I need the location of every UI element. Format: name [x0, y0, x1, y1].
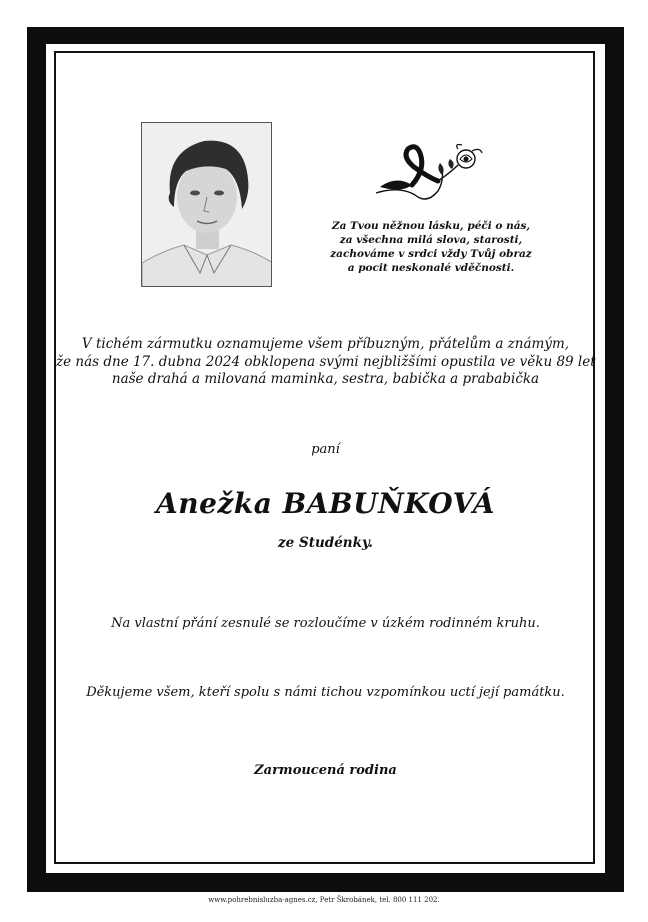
portrait-photo	[141, 122, 272, 287]
portrait-icon	[142, 123, 272, 287]
memorial-verse	[306, 219, 556, 275]
announcement	[56, 336, 595, 389]
verse-line: a pocit neskonalé vděčnosti.	[347, 262, 515, 274]
verse-line: za všechna milá slova, starosti,	[339, 234, 523, 246]
signature: Zarmoucená rodina	[254, 763, 397, 778]
funeral-service-footer: www.pohrebnisluzba-agnes.cz, Petr Škrobánek, tel. 800 111 202.	[208, 896, 440, 904]
deceased-origin: ze Studénky.	[278, 535, 373, 551]
honorific: paní	[311, 442, 340, 457]
mourning-frame	[27, 27, 624, 892]
rose-icon	[372, 141, 484, 203]
verse-line: zachováme v srdci vždy Tvůj obraz	[330, 248, 532, 260]
announcement-line: naše drahá a milovaná maminka, sestra, babička a prababička	[111, 371, 540, 387]
deceased-name: Anežka BABUŇKOVÁ	[156, 487, 495, 520]
announcement-line: že nás dne 17. dubna 2024 obklopena svými nejbližšími opustila ve věku 89 let	[56, 353, 596, 370]
thanks-note: Děkujeme všem, kteří spolu s námi tichou vzpomínkou uctí její památku.	[86, 685, 565, 700]
inner-border	[54, 51, 595, 864]
announcement-line: V tichém zármutku oznamujeme všem příbuzným, přátelům a známým,	[81, 336, 570, 352]
notice-paper	[46, 44, 605, 873]
farewell-wish: Na vlastní přání zesnulé se rozloučíme v úzkém rodinném kruhu.	[111, 616, 540, 631]
verse-line: Za Tvou něžnou lásku, péči o nás,	[331, 220, 531, 232]
